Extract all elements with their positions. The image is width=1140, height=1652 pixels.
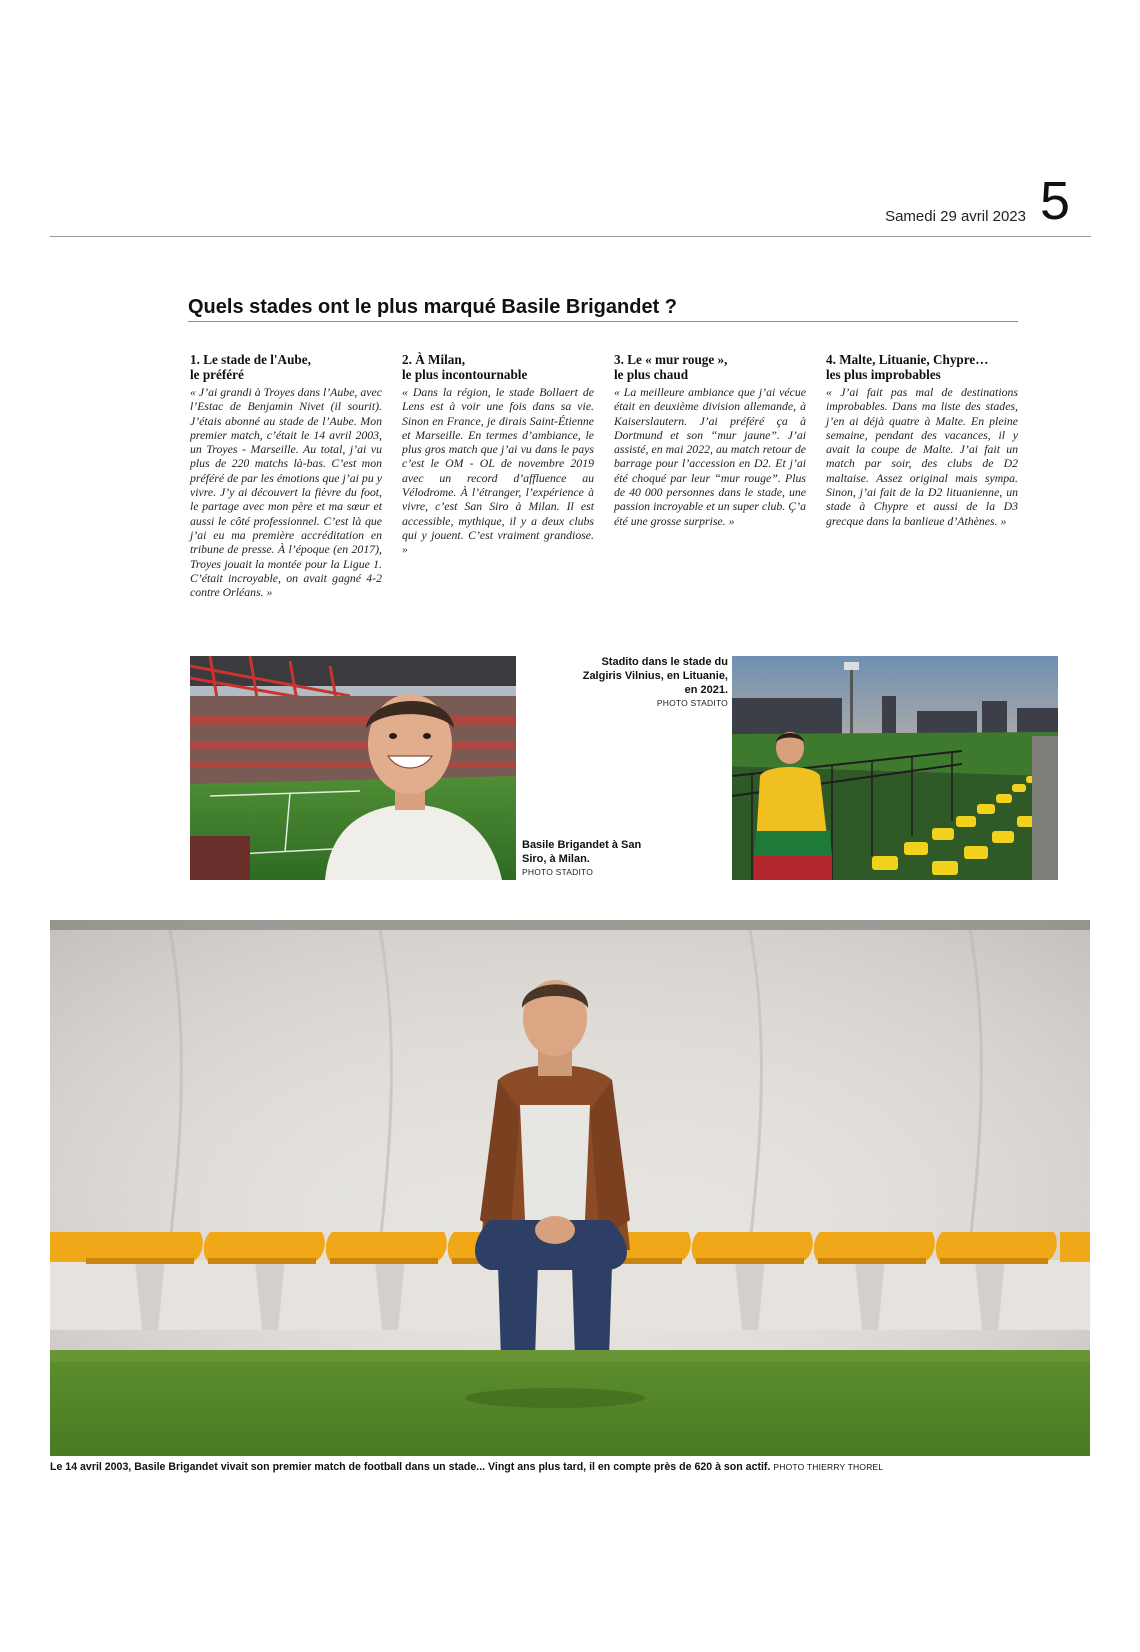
section-4 xyxy=(826,352,1018,528)
section-heading xyxy=(614,352,806,382)
section-heading-line: le plus chaud xyxy=(614,367,689,382)
section-body: « La meilleure ambiance que j’ai vécue était en deuxième division allemande, à Kaiserslautern. J’ai préféré ça à Dortmund et son “mur jaune”. J’ai assisté, en mai 2022, au match retour de barrage pour l’accession en D2. Et j’ai été choqué par leur “mur rouge”. Plus de 40 000 personnes dans le stade, une passion incroyable et un super club. Ç’a été une grosse surprise. » xyxy=(614,385,806,528)
main-photo xyxy=(50,920,1090,1456)
san-siro-photo xyxy=(190,656,516,880)
vilnius-photo xyxy=(732,656,1058,880)
main-caption-block xyxy=(50,1461,1090,1473)
vilnius-caption: Stadito dans le stade du Zalgiris Vilnius, en Lituanie, en 2021. xyxy=(582,656,728,696)
section-heading xyxy=(190,352,382,382)
header-divider xyxy=(50,236,1091,237)
section-heading xyxy=(402,352,594,382)
section-heading-line: 4. Malte, Lituanie, Chypre… xyxy=(826,352,989,367)
vilnius-credit: PHOTO STADITO xyxy=(656,698,728,708)
page-number: 5 xyxy=(1040,171,1071,231)
section-body: « J’ai grandi à Troyes dans l’Aube, avec l’Estac de Benjamin Nivet (il sourit). J’étais abonné au stade de l’Aube. Mon premier match, c’était le 14 avril 2003, un Troyes - Marseille. Au total, j’ai vu plus de 220 matchs là-bas. C’est mon préféré de par les émotions que j’ai pu y vivre. J’y ai découvert la fièvre du foot, le partage avec mon père et ma sœur et aussi le côté professionnel. C’est là que j’ai eu ma première accréditation en tribune de presse. À l’époque (en 2017), Troyes jouait la montée pour la Ligue 1. C’était incroyable, on avait gagné 4-2 contre Orléans. » xyxy=(190,385,382,600)
section-body: « J’ai fait pas mal de destinations improbables. Dans ma liste des stades, j’en ai déjà quatre à Malte. En pleine semaine, pendant des vacances, il y avait la coupe de Malte. J’ai fait un match par soir, des clubs de D2 maltaise. Assez original mais sympa. Sinon, j’ai fait de la D2 lituanienne, un stade à Chypre et aussi de la D3 grecque dans la banlieue d’Athènes. » xyxy=(826,385,1018,528)
section-3 xyxy=(614,352,806,528)
section-heading-line: 2. À Milan, xyxy=(402,352,466,367)
section-heading-line: le plus incontournable xyxy=(402,367,528,382)
main-caption: Le 14 avril 2003, Basile Brigandet vivait son premier match de football dans un stade... Vingt ans plus tard, il en compte près de 620 à son actif. xyxy=(50,1461,771,1473)
vilnius-caption-block xyxy=(574,655,728,708)
san-siro-caption-block xyxy=(522,838,662,877)
section-2 xyxy=(402,352,594,557)
section-heading-line: le préféré xyxy=(190,367,244,382)
section-body: « Dans la région, le stade Bollaert de Lens est à voir une fois dans sa vie. Sinon en France, je dirais Saint-Étienne et Marseille. En termes d’ambiance, le plus gros match que j’ai vu dans le pays c’est le OM - OL de novembre 2019 avec un record d’affluence au Vélodrome. À l’étranger, l’expérience à vivre, c’est San Siro à Milan. Il est accessible, mythique, il y a deux clubs qui y jouent. C’est vraiment grandiose. » xyxy=(402,385,594,557)
san-siro-credit: PHOTO STADITO xyxy=(522,867,594,877)
section-1 xyxy=(190,352,382,599)
section-heading-line: les plus improbables xyxy=(826,367,941,382)
page-date: Samedi 29 avril 2023 xyxy=(885,208,1026,225)
section-heading-line: 3. Le « mur rouge », xyxy=(614,352,728,367)
san-siro-caption: Basile Brigandet à San Siro, à Milan. xyxy=(522,839,642,865)
article-title: Quels stades ont le plus marqué Basile Brigandet ? xyxy=(188,296,678,318)
main-credit: PHOTO THIERRY THOREL xyxy=(773,1462,884,1472)
section-heading-line: 1. Le stade de l'Aube, xyxy=(190,352,311,367)
title-divider xyxy=(188,321,1018,322)
section-heading xyxy=(826,352,1018,382)
